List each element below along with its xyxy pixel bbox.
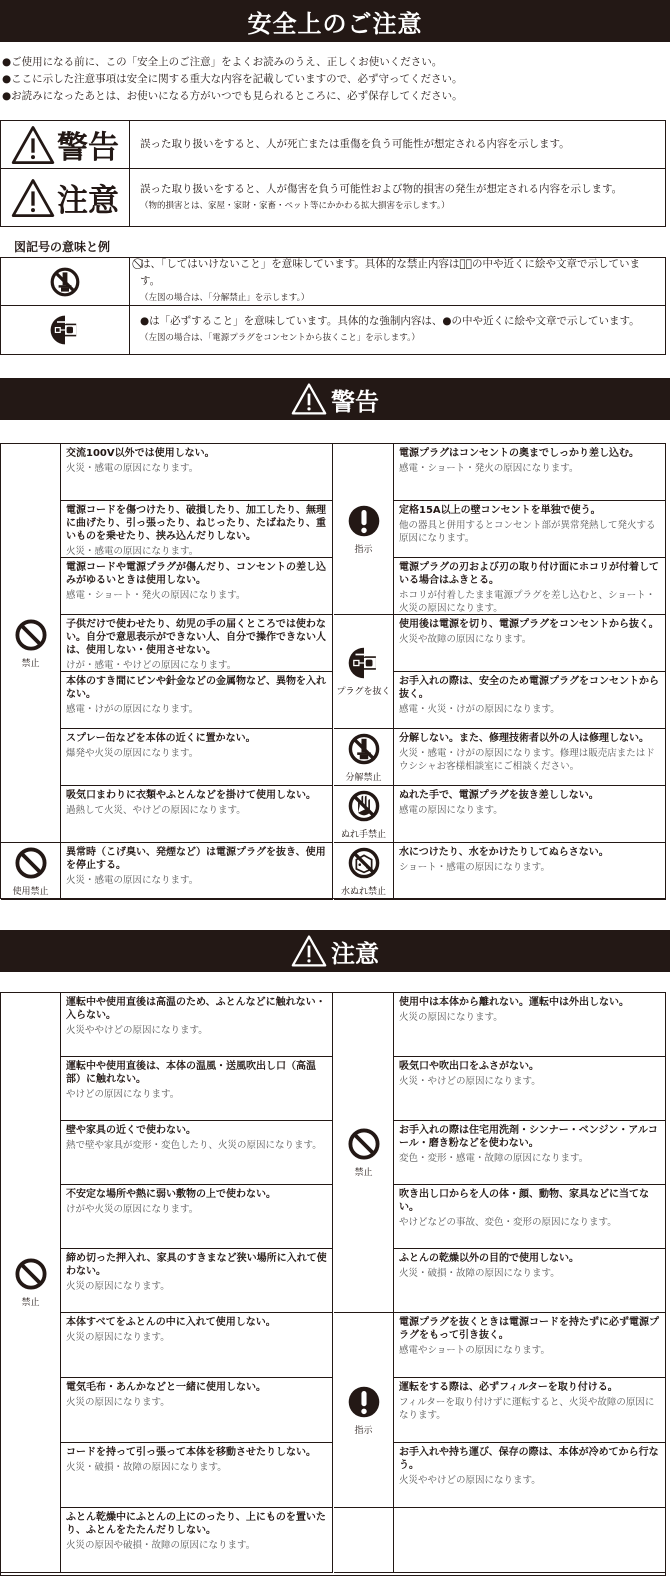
symbol-cell: [334, 993, 394, 1313]
item-heading: 子供だけで使わせたり、幼児の手の届くところでは使わない。自分で意思表示ができない人、自分で操作できない人は、使用しない・使用させない。: [66, 619, 326, 656]
caution-label-text: 注意: [57, 183, 119, 219]
item-consequence: 火災ややけどの原因になります。: [399, 1475, 541, 1486]
item-consequence: 火災や故障の原因になります。: [399, 634, 532, 645]
item-heading: 電源プラグの刃および刃の取り付け面にホコリが付着している場合はふきとる。: [399, 562, 659, 586]
warning-description: [130, 121, 665, 168]
safety-item: [394, 729, 666, 786]
unplug-icon: [347, 646, 381, 680]
warning-label-text: 警告: [57, 130, 119, 166]
safety-item: [394, 993, 666, 1057]
safety-item: [61, 1443, 333, 1508]
symbol-label: ぬれ手禁止: [340, 829, 386, 840]
item-heading: 電源コードや電源プラグが傷んだり、コンセントの差し込みがゆるいときは使用しない。: [66, 562, 326, 586]
symbol-cell: [1, 993, 61, 1573]
item-heading: 不安定な場所や熱に弱い敷物の上で使わない。: [66, 1189, 276, 1200]
safety-item: [61, 444, 333, 501]
item-heading: 異常時（こげ臭い、発煙など）は電源プラグを抜き、使用を停止する。: [66, 847, 326, 871]
item-consequence: やけどなどの事故、変色・変形の原因になります。: [399, 1217, 617, 1228]
caution-section-header: [0, 930, 670, 972]
safety-item: [394, 1313, 666, 1378]
warning-triangle-icon: [291, 382, 327, 416]
item-heading: お手入れの際は、安全のため電源プラグをコンセントから抜く。: [399, 676, 659, 700]
item-heading: コードを持って引っ張って本体を移動させたりしない。: [66, 1447, 316, 1458]
item-consequence: 火災の原因になります。: [66, 1332, 170, 1343]
intro-notes: [2, 54, 463, 105]
symbol-cell: [334, 1313, 394, 1508]
no-wet-hands-icon: [347, 789, 381, 823]
item-heading: ぬれた手で、電源プラグを抜き差ししない。: [399, 790, 599, 801]
legend-row-caution: [1, 169, 665, 226]
safety-item: [394, 1185, 666, 1249]
item-heading: 使用後は電源を切り、電源プラグをコンセントから抜く。: [399, 619, 659, 630]
do-not-use-icon: [14, 846, 48, 880]
item-consequence: 感電やショートの原因になります。: [399, 1345, 551, 1356]
item-consequence: 感電・火災・けがの原因になります。: [399, 704, 560, 715]
item-consequence: 火災の原因や破損・故障の原因になります。: [66, 1540, 256, 1551]
safety-item: [61, 843, 333, 900]
warning-section-header: [0, 378, 670, 420]
safety-item: [61, 1249, 333, 1313]
item-heading: 運転をする際は、必ずフィルターを取り付ける。: [399, 1382, 618, 1393]
safety-item: [394, 615, 666, 672]
symbol-cell: [334, 786, 394, 843]
symbol-cell: [334, 615, 394, 729]
caution-text: 誤った取り扱いをすると、人が傷害を負う可能性および物的損害の発生が想定される内容を示します。: [140, 182, 623, 195]
item-heading: 本体すべてをふとんの中に入れて使用しない。: [66, 1317, 276, 1328]
safety-item: [61, 672, 333, 729]
unplug-icon: [49, 314, 81, 346]
item-consequence: 火災の原因になります。: [66, 1397, 170, 1408]
symbol-cell: [334, 843, 394, 900]
item-heading: 壁や家具の近くで使わない。: [66, 1125, 196, 1136]
item-consequence: 火災・感電・けがの原因になります。修理は販売店またはドウシシャお客様相談室にご相談ください。: [399, 748, 655, 772]
safety-item: [61, 786, 333, 843]
legend-row-warning: [1, 121, 665, 169]
item-consequence: 火災・破損・故障の原因になります。: [399, 1268, 560, 1279]
symbol-label: プラグを抜く: [336, 687, 391, 697]
caution-description: [130, 169, 665, 226]
item-consequence: 感電・ショート・発火の原因になります。: [399, 463, 579, 474]
item-heading: 吹き出し口からを人の体・顔、動物、家具などに当てない。: [399, 1189, 649, 1213]
no-disassembly-icon: [49, 266, 81, 298]
no-water-icon: [347, 846, 381, 880]
symbol-text: ●は「必ずすること」を意味しています。具体的な強制内容は、●の中や近くに絵や文章で示しています。: [140, 315, 640, 327]
item-heading: 交流100V以外では使用しない。: [66, 448, 215, 459]
instruction-icon: [347, 504, 381, 538]
item-heading: 吸気口や吹出口をふさがない。: [399, 1061, 539, 1072]
safety-item: [394, 786, 666, 843]
item-heading: お手入れや持ち運び、保存の際は、本体が冷めてから行なう。: [399, 1447, 659, 1471]
item-consequence: 火災の原因になります。: [399, 1012, 503, 1023]
caution-label: [1, 169, 130, 226]
safety-item: [394, 672, 666, 729]
item-heading: 電源コードを傷つけたり、破損したり、加工したり、無理に曲げたり、引っ張ったり、ねじったり、たばねたり、重いものを乗せたり、挟み込んだりしない。: [66, 505, 326, 542]
item-heading: 運転中や使用直後は高温のため、ふとんなどに触れない・入らない。: [66, 997, 326, 1021]
safety-item: [394, 1249, 666, 1313]
safety-item: [61, 1121, 333, 1185]
safety-item: [61, 1185, 333, 1249]
caution-heading: 注意: [331, 939, 379, 968]
item-consequence: 感電・けがの原因になります。: [66, 704, 199, 715]
symbol-note: （左図の場合は、「電源プラグをコンセントから抜くこと」を示します。）: [140, 333, 420, 343]
item-heading: 電源プラグを抜くときは電源コードを持たずに必ず電源プラグをもって引き抜く。: [399, 1317, 659, 1341]
item-consequence: 変色・変形・感電・故障の原因になります。: [399, 1153, 589, 1164]
item-consequence: やけどの原因になります。: [66, 1089, 180, 1100]
item-consequence: 熱で壁や家具が変形・変色したり、火災の原因になります。: [66, 1140, 322, 1151]
symbol-label: 使用禁止: [12, 886, 49, 897]
safety-item: [61, 558, 333, 615]
safety-item: [61, 729, 333, 786]
item-consequence: 他の器具と併用するとコンセント部が異常発熱して発火する原因になります。: [399, 520, 656, 544]
item-heading: ふとん乾燥中にふとんの上にのったり、上にものを置いたり、ふとんをたたんだりしない。: [66, 1512, 326, 1536]
caution-triangle-icon: [291, 934, 327, 968]
warning-triangle-icon: [11, 125, 55, 165]
item-heading: 定格15A以上の壁コンセントを単独で使う。: [399, 505, 601, 516]
caution-note: （物的損害とは、家屋・家財・家畜・ペット等にかかわる拡大損害を示します。）: [140, 200, 450, 211]
caution-triangle-icon: [11, 178, 55, 218]
symbol-label: 禁止: [354, 1168, 373, 1178]
safety-item: [394, 843, 666, 900]
warning-table: [0, 443, 666, 899]
safety-item: [61, 993, 333, 1057]
caution-table: [0, 992, 666, 1576]
symbol-text: ⃠は、「してはいけないこと」を意味しています。具体的な禁止内容は、⃠の中や近くに絵や文章で示しています。: [140, 258, 641, 287]
safety-item: [394, 1508, 666, 1573]
symbols-heading: 図記号の意味と例: [14, 240, 111, 254]
item-consequence: 火災・感電の原因になります。: [66, 546, 199, 557]
page-title: 安全上のご注意: [0, 0, 670, 42]
item-heading: 水につけたり、水をかけたりしてぬらさない。: [399, 847, 609, 858]
item-consequence: けが・感電・やけどの原因になります。: [66, 660, 237, 671]
no-disassembly-icon: [347, 732, 381, 766]
symbol-row: [1, 258, 665, 306]
symbol-label: 指示: [354, 544, 373, 555]
item-heading: 吸気口まわりに衣類やふとんなどを掛けて使用しない。: [66, 790, 316, 801]
symbol-note: （左図の場合は、「分解禁止」を示します。）: [140, 293, 310, 303]
safety-item: [394, 501, 666, 558]
item-consequence: 過熱して火災、やけどの原因になります。: [66, 805, 246, 816]
safety-item: [61, 1313, 333, 1378]
intro-line: ●ここに示した注意事項は安全に関する重大な内容を記載していますので、必ず守ってください。: [2, 73, 463, 85]
safety-item: [394, 444, 666, 501]
symbol-cell: [1, 843, 61, 900]
item-consequence: 火災・破損・故障の原因になります。: [66, 1462, 227, 1473]
symbol-label: 禁止: [21, 658, 40, 669]
safety-item: [61, 1508, 333, 1573]
prohibited-icon: [14, 1257, 48, 1291]
safety-item: [61, 615, 333, 672]
item-consequence: ショート・感電の原因になります。: [399, 862, 551, 873]
item-consequence: フィルターを取り付けずに運転すると、火災や故障の原因になります。: [399, 1397, 655, 1421]
safety-item: [394, 1378, 666, 1443]
item-consequence: けがや火災の原因になります。: [66, 1204, 199, 1215]
safety-item: [394, 1443, 666, 1508]
item-heading: 使用中は本体から離れない。運転中は外出しない。: [399, 997, 629, 1008]
item-heading: 運転中や使用直後は、本体の温風・送風吹出し口（高温部）に触れない。: [66, 1061, 316, 1085]
item-heading: スプレー缶などを本体の近くに置かない。: [66, 733, 256, 744]
warning-label: [1, 121, 130, 168]
intro-line: ●お読みになったあとは、お使いになる方がいつでも見られるところに、必ず保存してください。: [2, 90, 463, 102]
safety-item: [61, 1057, 333, 1121]
item-heading: ふとんの乾燥以外の目的で使用しない。: [399, 1253, 579, 1264]
symbol-label: 分解禁止: [345, 772, 382, 783]
prohibited-icon: [14, 618, 48, 652]
item-heading: 分解しない。また、修理技術者以外の人は修理しない。: [399, 733, 649, 744]
item-consequence: 火災・感電の原因になります。: [66, 875, 199, 886]
safety-item: [394, 1057, 666, 1121]
item-consequence: 火災・感電の原因になります。: [66, 463, 199, 474]
item-heading: 本体のすき間にピンや針金などの金属物など、異物を入れない。: [66, 676, 326, 700]
item-consequence: 感電・ショート・発火の原因になります。: [66, 590, 246, 601]
item-consequence: 感電の原因になります。: [399, 805, 503, 816]
symbols-table: [0, 257, 666, 355]
item-heading: お手入れの際は住宅用洗剤・シンナー・ベンジン・アルコール・磨き粉などを使わない。: [399, 1125, 658, 1149]
instruction-icon: [347, 1385, 381, 1419]
symbol-cell: [334, 1508, 394, 1573]
warning-text: 誤った取り扱いをすると、人が死亡または重傷を負う可能性が想定される内容を示します。: [140, 138, 570, 150]
item-consequence: 火災の原因になります。: [66, 1281, 170, 1292]
warning-heading: 警告: [331, 387, 379, 416]
safety-item: [61, 1378, 333, 1443]
item-consequence: 爆発や火災の原因になります。: [66, 748, 199, 759]
item-consequence: 火災・やけどの原因になります。: [399, 1076, 541, 1087]
item-consequence: 火災ややけどの原因になります。: [66, 1025, 208, 1036]
symbol-cell: [334, 729, 394, 786]
severity-legend: [0, 120, 666, 227]
item-consequence: ホコリが付着したまま電源プラグを差し込むと、ショート・火災の原因になります。: [399, 590, 656, 614]
symbol-row: [1, 306, 665, 354]
safety-item: [394, 1121, 666, 1185]
symbol-label: 指示: [354, 1425, 373, 1436]
symbol-cell: [334, 444, 394, 615]
item-heading: 締め切った押入れ、家具のすきまなど狭い場所に入れて使わない。: [66, 1253, 327, 1277]
safety-item: [394, 558, 666, 615]
prohibited-icon: [347, 1127, 381, 1161]
item-heading: 電源プラグはコンセントの奥までしっかり差し込む。: [399, 448, 639, 459]
symbol-cell: [1, 444, 61, 843]
intro-line: ●ご使用になる前に、この「安全上のご注意」をよくお読みのうえ、正しくお使いください。: [2, 56, 443, 68]
safety-item: [61, 501, 333, 558]
symbol-label: 禁止: [21, 1298, 40, 1308]
item-heading: 電気毛布・あんかなどと一緒に使用しない。: [66, 1382, 266, 1393]
symbol-label: 水ぬれ禁止: [340, 886, 386, 897]
